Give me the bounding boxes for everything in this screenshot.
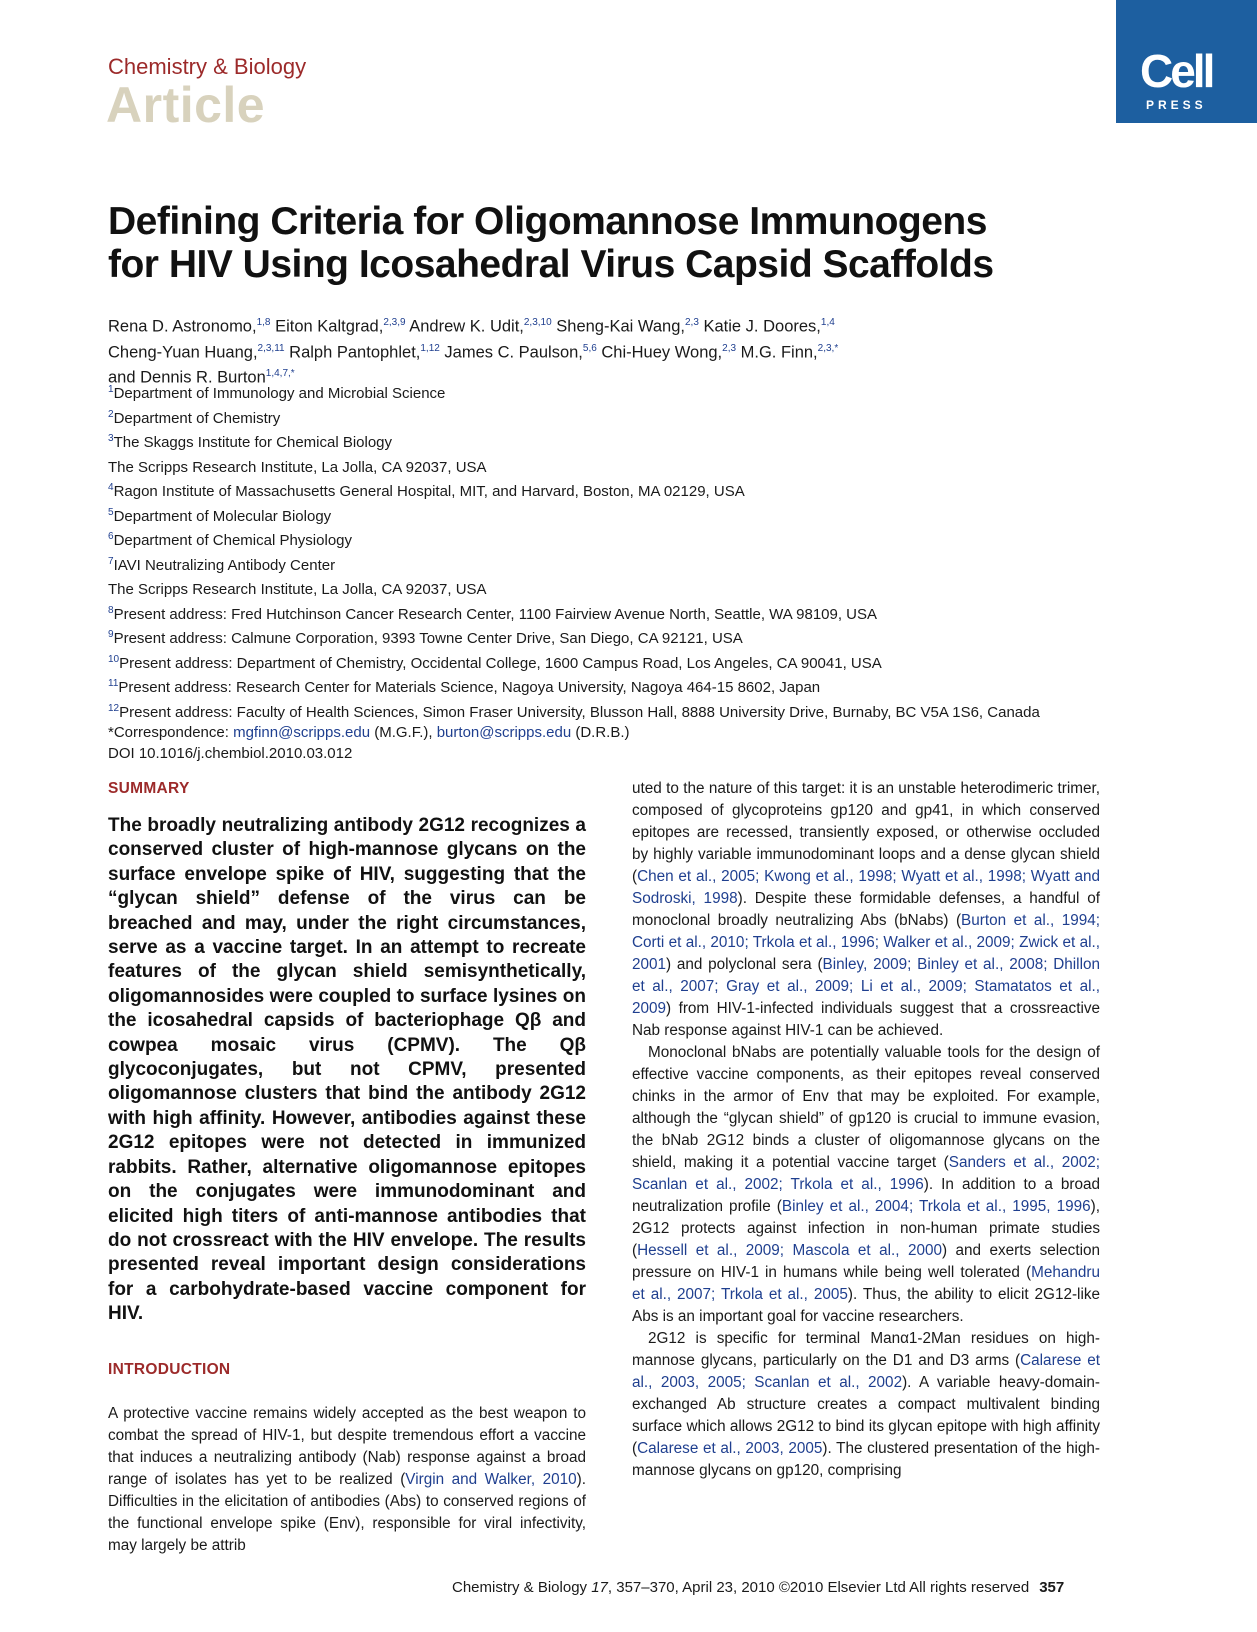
summary-heading: SUMMARY — [108, 780, 190, 797]
affiliation-number: 8 — [108, 604, 114, 616]
text-run: ), 2G12 protects against infection in non-human primate studies ( — [632, 1198, 1101, 1259]
author-affiliation-mark[interactable]: 2,3,10 — [523, 317, 552, 328]
author-affiliation-mark[interactable]: 1,8 — [256, 317, 271, 328]
text-run: ). A variable heavy-domain-exchanged Ab structure creates a compact multivalent binding surface which allows 2G12 to bind its glycan epitope with high affinity ( — [632, 1374, 1101, 1457]
affiliation-number: 3 — [108, 433, 114, 444]
affiliation-number: 5 — [108, 506, 114, 518]
article-type: Article — [106, 77, 266, 133]
author: Ralph Pantophlet, — [284, 343, 421, 361]
title-line-2: for HIV Using Icosahedral Virus Capsid Scaffolds — [108, 243, 994, 286]
citation-link[interactable]: Hessell et al., 2009; Mascola et al., 2000 — [637, 1242, 942, 1259]
author: Chi-Huey Wong, — [596, 343, 723, 361]
text-run: ). Thus, the ability to elicit 2G12-like Abs is an important goal for vaccine researchers. — [632, 1286, 1101, 1325]
citation-link[interactable]: Burton et al., 1994; Corti et al., 2010; Trkola et al., 1996; Walker et al., 2009; Zwick et al., 2001 — [632, 912, 1100, 973]
intro-paragraph-continued — [632, 778, 1100, 1042]
affiliation-line — [108, 552, 1208, 577]
affiliation-text: Present address: Calmune Corporation, 9393 Towne Center Drive, San Diego, CA 92121, USA — [113, 630, 743, 647]
author-affiliation-mark[interactable]: 1,4,7,* — [265, 368, 295, 379]
affiliation-text: Present address: Fred Hutchinson Cancer Research Center, 1100 Fairview Avenue North, Seattle, WA 98109, USA — [113, 605, 878, 623]
text-run: ). Difficulties in the elicitation of antibodies (Abs) to conserved regions of the functional envelope spike (Env), responsible for viral infectivity, may largely be attrib — [108, 1470, 586, 1554]
affiliation-line — [108, 429, 1208, 454]
author-line-1 — [108, 312, 1148, 338]
doi: DOI 10.1016/j.chembiol.2010.03.012 — [108, 744, 353, 762]
affiliation-line — [108, 527, 1208, 552]
citation-link[interactable]: Calarese et al., 2003, 2005 — [637, 1440, 823, 1457]
author-affiliation-mark[interactable]: 5,6 — [582, 342, 597, 354]
page-number: 357 — [1039, 1579, 1065, 1596]
affiliation-number: 9 — [108, 629, 114, 640]
text-run: ) and polyclonal sera ( — [666, 956, 823, 973]
affiliation-number: 4 — [108, 482, 114, 493]
affiliation-line — [108, 380, 1208, 405]
email-link[interactable]: burton@scripps.edu — [436, 724, 572, 741]
affiliation-text: Department of Immunology and Microbial Science — [113, 385, 446, 402]
affiliation-number: 12 — [108, 702, 120, 714]
page-footer — [452, 1579, 1064, 1596]
author: Andrew K. Udit, — [405, 317, 524, 336]
correspondence — [108, 723, 1208, 744]
affiliation-number: 10 — [108, 653, 120, 665]
logo-press-text: PRESS — [1146, 98, 1207, 112]
title-line-1: Defining Criteria for Oligomannose Immunogens — [108, 200, 987, 243]
affiliation-text: Department of Chemical Physiology — [113, 532, 353, 549]
summary-text: The broadly neutralizing antibody 2G12 recognizes a conserved cluster of high-mannose glycans on the surface envelope spike of HIV, suggesting that the “glycan shield” defense of the virus can be breached and may, under the right circumstances, serve as a vaccine target. In an attempt to recreate features of the glycan shield semisynthetically, oligomannosides were coupled to surface lysines on the icosahedral capsids of bacteriophage Qβ and cowpea mosaic virus (CPMV). The Qβ glycoconjugates, but not CPMV, presented oligomannose clusters that bind the antibody 2G12 with high affinity. However, antibodies against these 2G12 epitopes were not detected in immunized rabbits. Rather, alternative oligomannose epitopes on the conjugates were immunodominant and elicited high titers of anti-mannose antibodies that do not crossreact with the HIV envelope. The results presented reveal important design considerations for a carbohydrate-based vaccine component for HIV. — [108, 815, 586, 1325]
introduction-heading: INTRODUCTION — [108, 1360, 231, 1378]
affiliation-text: Department of Chemistry — [113, 409, 281, 427]
citation-link[interactable]: Virgin and Walker, 2010 — [405, 1470, 577, 1488]
author: James C. Paulson, — [439, 343, 583, 361]
citation-link[interactable]: Calarese et al., 2003, 2005; Scanlan et al., 2002 — [632, 1352, 1100, 1391]
footer-journal: Chemistry & Biology — [452, 1579, 592, 1596]
affiliation-line — [108, 478, 1208, 503]
citation-link[interactable]: Sanders et al., 2002; Scanlan et al., 2002; Trkola et al., 1996 — [632, 1154, 1100, 1193]
author-affiliation-mark[interactable]: 2,3,9 — [383, 317, 406, 328]
affiliation-text: Department of Molecular Biology — [113, 507, 332, 525]
affiliation-number: 6 — [108, 531, 114, 542]
citation-link[interactable]: Chen et al., 2005; Kwong et al., 1998; Wyatt et al., 1998; Wyatt and Sodroski, 1998 — [632, 868, 1100, 907]
author: Katie J. Doores, — [698, 317, 821, 336]
affiliation-number: 1 — [108, 384, 114, 395]
paragraph — [632, 1328, 1100, 1482]
author-affiliation-mark[interactable]: 2,3 — [722, 342, 737, 354]
affiliation-text: The Scripps Research Institute, La Jolla, CA 92037, USA — [108, 458, 487, 476]
logo-cell-text: Cell — [1140, 45, 1213, 97]
text-run: uted to the nature of this target: it is an unstable heterodimeric trimer, composed of glycoproteins gp120 and gp41, in which conserved epitopes are recessed, transiently exposed, or otherwise occluded by highly variable immunodominant loops and a dense glycan shield ( — [632, 780, 1100, 885]
affiliation-text: Ragon Institute of Massachusetts General Hospital, MIT, and Harvard, Boston, MA 02129, USA — [113, 483, 745, 500]
footer-citation: , 357–370, April 23, 2010 ©2010 Elsevier Ltd All rights reserved — [607, 1579, 1030, 1596]
affiliation-line — [108, 601, 1208, 626]
email-link[interactable]: mgfinn@scripps.edu — [233, 724, 371, 741]
right-column — [632, 778, 1100, 1482]
correspondence-initials: (M.G.F.), — [370, 724, 437, 741]
author: Eiton Kaltgrad, — [270, 317, 384, 336]
author: M.G. Finn, — [736, 343, 818, 361]
correspondence-label: *Correspondence: — [108, 724, 234, 741]
citation-link[interactable]: Binley et al., 2004; Trkola et al., 1995, 1996 — [781, 1198, 1091, 1215]
citation-link[interactable]: Binley, 2009; Binley et al., 2008; Dhillon et al., 2007; Gray et al., 2009; Li et al., 2009; Stamatatos et al., 2009 — [632, 956, 1100, 1017]
text-run: Monoclonal bNabs are potentially valuable tools for the design of effective vaccine components, as their epitopes reveal conserved chinks in the armor of Env that may be exploited. For example, although the “glycan shield” of gp120 is crucial to immune evasion, the bNab 2G12 binds a cluster of oligomannose glycans on the shield, making it a potential vaccine target ( — [632, 1044, 1100, 1171]
text-run: 2G12 is specific for terminal Manα1-2Man residues on high-mannose glycans, particularly on the D1 and D3 arms ( — [632, 1330, 1100, 1369]
affiliation-text: IAVI Neutralizing Antibody Center — [113, 556, 336, 574]
citation-link[interactable]: Mehandru et al., 2007; Trkola et al., 2005 — [632, 1264, 1100, 1303]
affiliation-line — [108, 674, 1208, 699]
author-list — [108, 312, 1148, 389]
introduction-text — [108, 1403, 586, 1557]
affiliation-line — [108, 699, 1208, 724]
text-run: ). In addition to a broad neutralization profile ( — [632, 1176, 1100, 1215]
affiliation-text: The Scripps Research Institute, La Jolla, CA 92037, USA — [108, 581, 487, 598]
affiliation-line — [108, 576, 1208, 601]
left-column — [108, 780, 586, 1557]
author-affiliation-mark[interactable]: 2,3,11 — [257, 342, 285, 354]
affiliation-text: Present address: Research Center for Materials Science, Nagoya University, Nagoya 464-15 8602, Japan — [118, 679, 821, 696]
cell-press-logo — [1116, 0, 1257, 123]
affiliation-line — [108, 454, 1208, 479]
right-column-text — [632, 778, 1100, 1482]
author-affiliation-mark[interactable]: 2,3 — [685, 317, 699, 328]
author-affiliation-mark[interactable]: 2,3,* — [817, 342, 839, 354]
affiliation-line — [108, 503, 1208, 528]
journal-name: Chemistry & Biology — [108, 54, 307, 79]
correspondence-initials: (D.R.B.) — [571, 724, 630, 741]
author: Cheng-Yuan Huang, — [108, 343, 258, 361]
author: Rena D. Astronomo, — [108, 317, 257, 336]
affiliation-line — [108, 625, 1208, 650]
affiliation-number: 11 — [108, 678, 119, 689]
author-affiliation-mark[interactable]: 1,4 — [820, 317, 835, 328]
affiliation-text: The Skaggs Institute for Chemical Biology — [113, 434, 393, 451]
affiliation-text: Present address: Department of Chemistry, Occidental College, 1600 Campus Road, Los Angeles, CA 90041, USA — [119, 654, 882, 672]
author: Sheng-Kai Wang, — [551, 317, 685, 336]
text-run: ) from HIV-1-infected individuals suggest that a crossreactive Nab response against HIV-1 can be achieved. — [632, 1000, 1100, 1039]
author-line-2 — [108, 338, 1148, 364]
text-run: ) and exerts selection pressure on HIV-1 in humans while being well tolerated ( — [632, 1242, 1100, 1281]
text-run: ). Despite these formidable defenses, a handful of monoclonal broadly neutralizing Abs (bNabs) ( — [632, 890, 1100, 929]
affiliation-text: Present address: Faculty of Health Sciences, Simon Fraser University, Blusson Hall, 8888 University Drive, Burnaby, BC V5A 1S6, Canada — [119, 703, 1040, 721]
intro-paragraph — [108, 1403, 586, 1557]
text-run: ). The clustered presentation of the high-mannose glycans on gp120, comprising — [632, 1440, 1100, 1479]
affiliations — [108, 380, 1208, 764]
affiliation-line — [108, 650, 1208, 675]
affiliation-line — [108, 405, 1208, 430]
article-title — [108, 200, 1108, 286]
affiliation-number: 7 — [108, 555, 114, 567]
author-affiliation-mark[interactable]: 1,12 — [420, 342, 440, 354]
author: and Dennis R. Burton — [108, 368, 266, 387]
affiliation-number: 2 — [108, 408, 114, 420]
footer-volume: 17 — [591, 1579, 608, 1596]
text-run: A protective vaccine remains widely accepted as the best weapon to combat the spread of HIV-1, but despite tremendous effort a vaccine that induces a neutralizing antibody (Nab) response against a broad range of isolates has yet to be realized ( — [108, 1404, 586, 1488]
paragraph — [632, 1042, 1100, 1328]
